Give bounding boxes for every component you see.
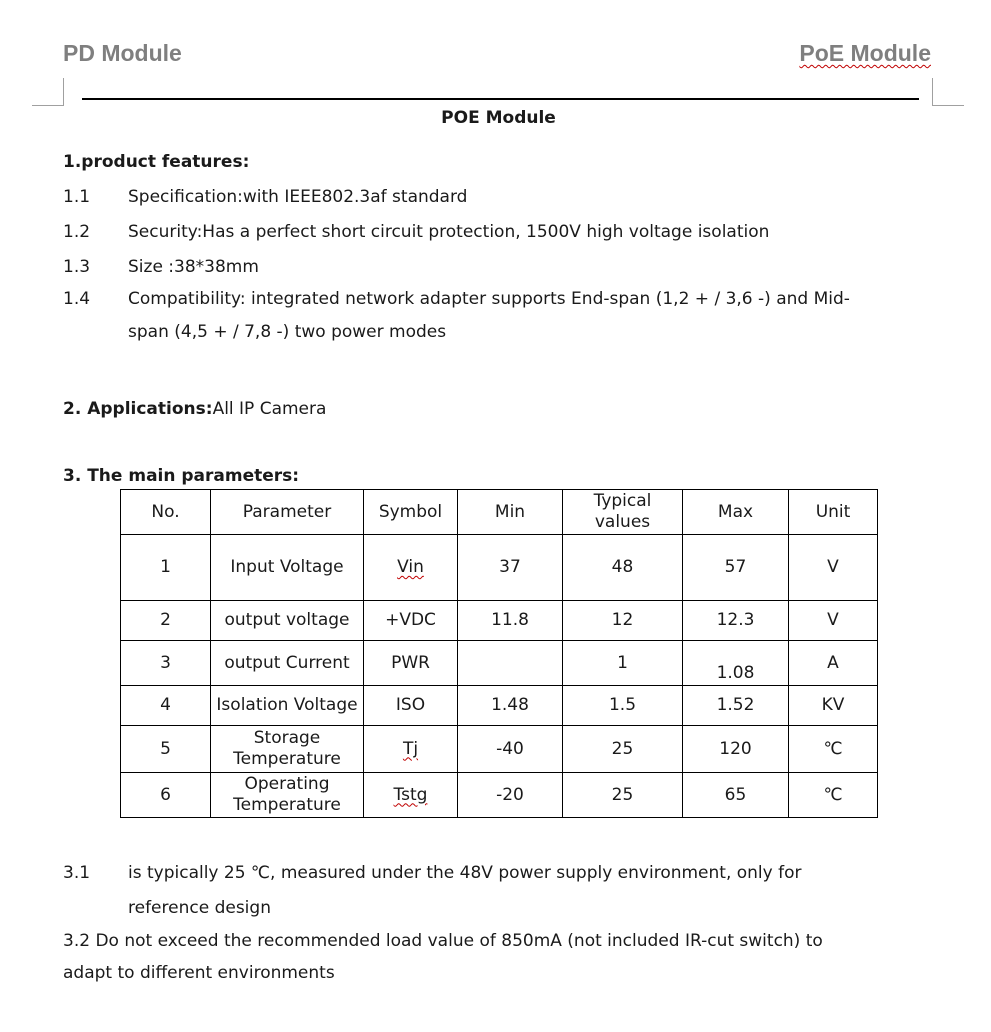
table-header-row	[121, 490, 878, 535]
cell-no: 4	[121, 686, 211, 726]
crop-mark-right-h	[932, 105, 964, 106]
cell-symbol	[364, 535, 458, 601]
column-header: No.	[121, 490, 211, 535]
cell-no: 3	[121, 641, 211, 686]
cell-typ: 1	[563, 641, 683, 686]
cell-min: 11.8	[458, 601, 563, 641]
cell-typ: 25	[563, 773, 683, 818]
cell-symbol: +VDC	[364, 601, 458, 641]
applications-text: All IP Camera	[212, 399, 327, 419]
cell-no: 6	[121, 773, 211, 818]
cell-min: -20	[458, 773, 563, 818]
cell-no: 1	[121, 535, 211, 601]
feature-number: 1.1	[63, 187, 91, 207]
crop-mark-left-h	[32, 105, 64, 106]
table-row	[121, 726, 878, 773]
cell-max-text: 1.08	[716, 662, 755, 683]
table-row	[121, 773, 878, 818]
cell-parameter-text: Storage Temperature	[233, 728, 341, 769]
cell-unit: ℃	[789, 773, 878, 818]
cell-max: 12.3	[683, 601, 789, 641]
cell-max: 65	[683, 773, 789, 818]
cell-symbol-text: Tstg	[393, 784, 428, 805]
cell-unit: KV	[789, 686, 878, 726]
feature-text: Size :38*38mm	[128, 257, 259, 277]
note-text: is typically 25 ℃, measured under the 48V power supply environment, only for	[128, 863, 802, 883]
cell-unit: V	[789, 535, 878, 601]
table-row	[121, 535, 878, 601]
cell-max	[683, 641, 789, 686]
cell-parameter: Input Voltage	[211, 535, 364, 601]
cell-symbol: PWR	[364, 641, 458, 686]
cell-no: 2	[121, 601, 211, 641]
cell-parameter: Isolation Voltage	[211, 686, 364, 726]
feature-number: 1.2	[63, 222, 91, 242]
cell-no: 5	[121, 726, 211, 773]
cell-min: 1.48	[458, 686, 563, 726]
cell-parameter: output voltage	[211, 601, 364, 641]
parameters-table	[120, 489, 878, 818]
feature-text: Specification:with IEEE802.3af standard	[128, 187, 468, 207]
cell-parameter	[211, 773, 364, 818]
feature-text: Compatibility: integrated network adapter supports End-span (1,2 + / 3,6 -) and Mid-	[128, 289, 850, 309]
column-header: Symbol	[364, 490, 458, 535]
column-header: Parameter	[211, 490, 364, 535]
cell-min	[458, 641, 563, 686]
cell-unit: A	[789, 641, 878, 686]
feature-number: 1.3	[63, 257, 91, 277]
cell-symbol	[364, 726, 458, 773]
cell-min: 37	[458, 535, 563, 601]
feature-text-continued: span (4,5 + / 7,8 -) two power modes	[128, 322, 447, 342]
crop-mark-right-v	[932, 78, 933, 106]
parameters-heading: 3. The main parameters:	[63, 466, 300, 486]
header-left-title: PD Module	[63, 40, 182, 66]
applications-heading: 2. Applications:	[63, 399, 213, 419]
column-header: Unit	[789, 490, 878, 535]
cell-unit: ℃	[789, 726, 878, 773]
document-title: POE Module	[441, 108, 556, 128]
table-row	[121, 601, 878, 641]
cell-parameter	[211, 726, 364, 773]
cell-typ: 1.5	[563, 686, 683, 726]
cell-max: 1.52	[683, 686, 789, 726]
cell-unit: V	[789, 601, 878, 641]
column-header: Min	[458, 490, 563, 535]
note-text: 3.2 Do not exceed the recommended load value of 850mA (not included IR-cut switch) to	[63, 931, 823, 951]
cell-parameter: output Current	[211, 641, 364, 686]
header-right-title	[799, 40, 931, 67]
cell-symbol: ISO	[364, 686, 458, 726]
table-row	[121, 641, 878, 686]
column-header	[563, 490, 683, 535]
note-number: 3.1	[63, 863, 91, 883]
column-header: Max	[683, 490, 789, 535]
note-text-continued: reference design	[128, 898, 271, 918]
note-text-continued: adapt to different environments	[63, 963, 335, 983]
cell-typ: 48	[563, 535, 683, 601]
cell-max: 120	[683, 726, 789, 773]
feature-text: Security:Has a perfect short circuit protection, 1500V high voltage isolation	[128, 222, 770, 242]
cell-typ: 25	[563, 726, 683, 773]
cell-symbol-text: Vin	[397, 557, 424, 577]
table-row	[121, 686, 878, 726]
cell-parameter-text: Operating Temperature	[233, 774, 341, 815]
applications-line	[63, 399, 326, 419]
cell-symbol-text: Tj	[402, 738, 419, 759]
header-rule	[82, 98, 919, 100]
cell-max: 57	[683, 535, 789, 601]
cell-symbol	[364, 773, 458, 818]
feature-number: 1.4	[63, 289, 91, 309]
header-right-text: PoE Module	[799, 40, 931, 66]
cell-typ: 12	[563, 601, 683, 641]
crop-mark-left-v	[63, 78, 64, 106]
column-header-text: Typical values	[593, 491, 652, 532]
features-heading: 1.product features:	[63, 152, 250, 172]
cell-min: -40	[458, 726, 563, 773]
